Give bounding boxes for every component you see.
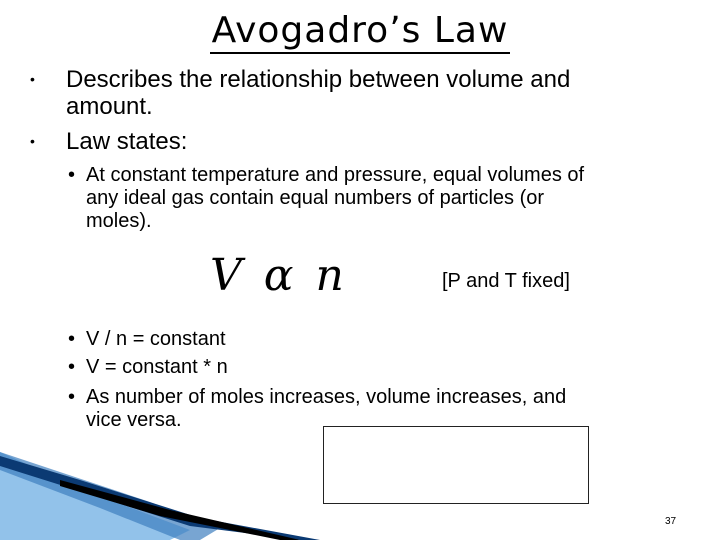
image-placeholder-box — [323, 426, 589, 504]
bullet-line: Law states: — [66, 128, 188, 155]
slide-title — [0, 10, 720, 54]
sub-bullet-line: moles). — [86, 210, 152, 232]
sub-bullet-line: At constant temperature and pressure, equal volumes of — [86, 164, 585, 186]
sub-bullet-line: V = constant * n — [86, 356, 228, 378]
sub-bullet-line: As number of moles increases, volume increases, and — [86, 386, 567, 408]
sub-bullet-line: V / n = constant — [86, 328, 226, 350]
decorative-swoosh — [0, 440, 360, 540]
bullet-line: amount. — [66, 93, 153, 120]
bullet-dot-icon: • — [68, 328, 76, 350]
bullet-dot-icon: • — [30, 133, 35, 149]
formula-condition: [P and T fixed] — [442, 270, 570, 292]
sub-bullet-line: vice versa. — [86, 409, 182, 431]
sub-bullet-line: any ideal gas contain equal numbers of particles (or — [86, 187, 545, 209]
slide-title-text: Avogadro’s Law — [210, 10, 511, 54]
bullet-line: Describes the relationship between volume and — [66, 66, 571, 93]
proportionality-formula: V α n — [210, 250, 348, 301]
page-number: 37 — [665, 516, 677, 527]
bullet-dot-icon: • — [68, 386, 76, 408]
bullet-dot-icon: • — [30, 71, 35, 87]
bullet-dot-icon: • — [68, 164, 76, 186]
bullet-dot-icon: • — [68, 356, 76, 378]
